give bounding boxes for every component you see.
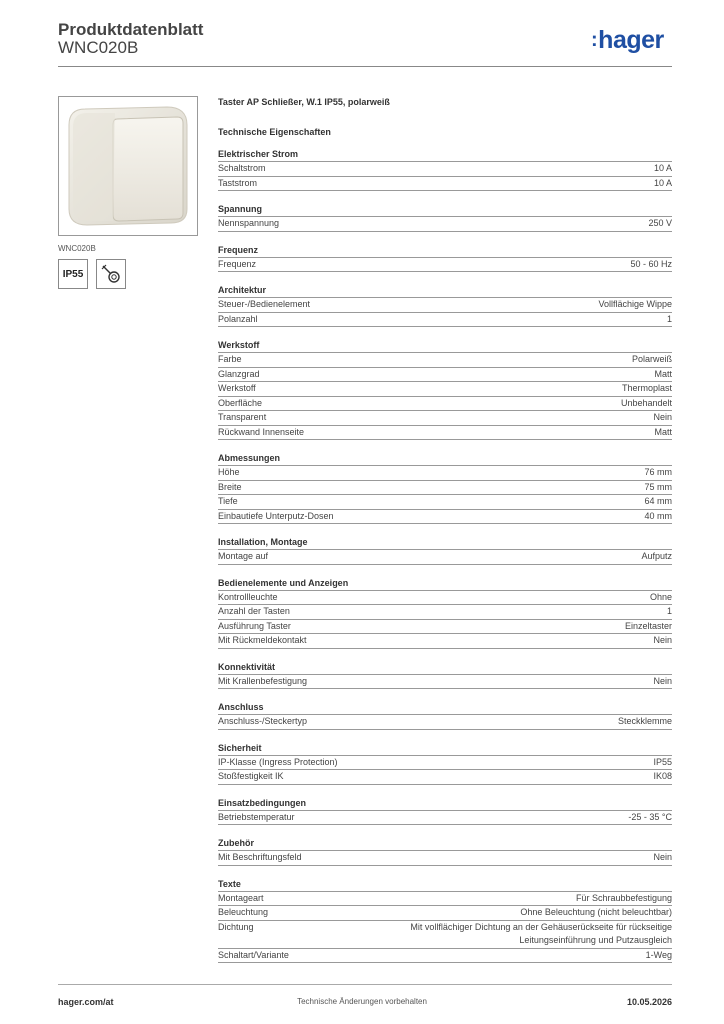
logo-colon: : [591,29,598,51]
spec-label: Montageart [218,892,264,903]
spec-label: Anschluss-/Steckertyp [218,716,308,726]
spec-value: 40 mm [644,510,672,521]
spec-value: Nein [653,635,672,645]
spec-value: Für Schraubbefestigung [575,892,672,903]
spec-section [218,576,672,649]
hager-logo [591,26,664,55]
ip55-label: IP55 [62,268,84,280]
spec-value: Einzeltaster [624,620,672,631]
ip55-badge [58,259,88,289]
spec-label: Glanzgrad [218,368,260,379]
spec-row [218,426,672,441]
spec-section [218,836,672,866]
spec-row [218,715,672,730]
spec-value: Aufputz [641,551,672,561]
spec-label: Kontrollleuchte [218,591,278,602]
logo-text: hager [598,26,664,54]
spec-section [218,338,672,440]
spec-label: Mit Krallenbefestigung [218,675,308,686]
spec-value: Steckklemme [617,716,672,726]
spec-row [218,397,672,412]
spec-section [218,877,672,964]
rotary-knob-badge [96,259,126,289]
spec-row [218,921,672,949]
spec-label: Einbautiefe Unterputz-Dosen [218,510,334,521]
spec-value: Matt [654,426,672,437]
spec-label: Stoßfestigkeit IK [218,771,284,781]
spec-value: Mit vollflächiger Dichtung an der Gehäuserückseite für rückseitige Leitungseinführung und Putzausgleich [410,921,672,945]
spec-section [218,147,672,191]
product-code: WNC020B [58,38,139,57]
spec-value: Nein [653,675,672,686]
spec-row [218,892,672,907]
spec-row [218,382,672,397]
spec-row [218,510,672,525]
spec-value: 50 - 60 Hz [630,258,672,269]
spec-label: Oberfläche [218,397,263,408]
spec-row [218,811,672,826]
spec-row [218,217,672,232]
spec-row [218,353,672,368]
spec-row [218,162,672,177]
spec-value: Ohne [649,591,672,602]
footer-date: 10.05.2026 [626,997,672,1007]
spec-row [218,605,672,620]
spec-value: Polarweiß [631,354,672,364]
spec-value: 1 [666,313,672,324]
spec-row [218,591,672,606]
spec-row [218,770,672,785]
page-title: Produktdatenblatt [58,20,204,39]
section-title: Werkstoff [218,338,672,353]
section-title: Architektur [218,283,672,298]
spec-label: Ausführung Taster [218,620,291,631]
spec-row [218,466,672,481]
footer-website: hager.com/at [58,997,114,1007]
spec-row [218,949,672,964]
spec-value: -25 - 35 °C [628,811,672,822]
spec-section [218,700,672,730]
section-title: Konnektivität [218,660,672,675]
spec-label: Höhe [218,467,240,477]
spec-content [218,95,672,974]
spec-label: Rückwand Innenseite [218,426,305,437]
spec-row [218,313,672,328]
spec-label: Breite [218,481,242,492]
spec-sections [218,147,672,963]
spec-label: Werkstoff [218,383,256,393]
spec-label: Schaltstrom [218,163,266,173]
spec-row [218,634,672,649]
spec-section [218,741,672,785]
spec-section [218,660,672,690]
section-title: Frequenz [218,243,672,258]
spec-label: Transparent [218,412,267,422]
spec-value: 75 mm [644,481,672,492]
section-title: Anschluss [218,700,672,715]
spec-value: Unbehandelt [620,397,672,408]
spec-label: Steuer-/Bedienelement [218,299,311,309]
spec-row [218,756,672,771]
spec-value: 10 A [653,177,672,188]
spec-row [218,906,672,921]
spec-value: Nein [653,852,672,862]
spec-label: Montage auf [218,551,269,561]
spec-label: Mit Rückmeldekontakt [218,635,307,645]
spec-row [218,177,672,192]
spec-value: Ohne Beleuchtung (nicht beleuchtbar) [520,907,672,917]
section-title: Einsatzbedingungen [218,796,672,811]
spec-value: Thermoplast [621,383,672,393]
spec-value: 64 mm [644,496,672,506]
switch-illustration [59,97,197,235]
spec-value: Matt [654,368,672,379]
spec-label: IP-Klasse (Ingress Protection) [218,756,338,767]
section-title: Bedienelemente und Anzeigen [218,576,672,591]
tech-heading: Technische Eigenschaften [218,127,331,137]
spec-value: 1-Weg [645,949,672,960]
spec-value: 1 [666,606,672,616]
spec-label: Tiefe [218,496,238,506]
section-title: Spannung [218,202,672,217]
header-divider [58,66,672,67]
section-title: Elektrischer Strom [218,147,672,162]
spec-row [218,298,672,313]
spec-label: Schaltart/Variante [218,949,289,960]
product-image [58,96,198,236]
image-caption: WNC020B [58,244,96,253]
spec-label: Polanzahl [218,313,258,324]
spec-label: Anzahl der Tasten [218,606,290,616]
footer-divider [58,984,672,985]
spec-label: Dichtung [218,921,254,932]
section-title: Sicherheit [218,741,672,756]
spec-row [218,258,672,273]
spec-value: 76 mm [644,467,672,477]
spec-label: Frequenz [218,258,257,269]
spec-label: Mit Beschriftungsfeld [218,852,302,862]
spec-section [218,796,672,826]
spec-section [218,451,672,524]
spec-value: 10 A [653,163,672,173]
spec-row [218,368,672,383]
spec-value: IP55 [653,756,672,767]
spec-value: Nein [653,412,672,422]
spec-row [218,620,672,635]
spec-row [218,481,672,496]
spec-row [218,550,672,565]
section-title: Texte [218,877,672,892]
spec-value: 250 V [648,218,672,228]
spec-value: IK08 [653,771,672,781]
spec-label: Nennspannung [218,218,280,228]
product-title: Taster AP Schließer, W.1 IP55, polarweiß [218,97,390,107]
spec-label: Beleuchtung [218,907,269,917]
rotary-knob-icon [99,262,123,286]
spec-row [218,495,672,510]
spec-section [218,202,672,232]
spec-row [218,675,672,690]
section-title: Zubehör [218,836,672,851]
spec-label: Betriebstemperatur [218,811,295,822]
spec-section [218,535,672,565]
footer-disclaimer: Technische Änderungen vorbehalten [297,997,427,1006]
section-title: Installation, Montage [218,535,672,550]
spec-row [218,851,672,866]
spec-label: Farbe [218,354,242,364]
spec-section [218,283,672,327]
spec-value: Vollflächige Wippe [598,299,672,309]
spec-section [218,243,672,273]
spec-row [218,411,672,426]
spec-label: Taststrom [218,177,258,188]
section-title: Abmessungen [218,451,672,466]
